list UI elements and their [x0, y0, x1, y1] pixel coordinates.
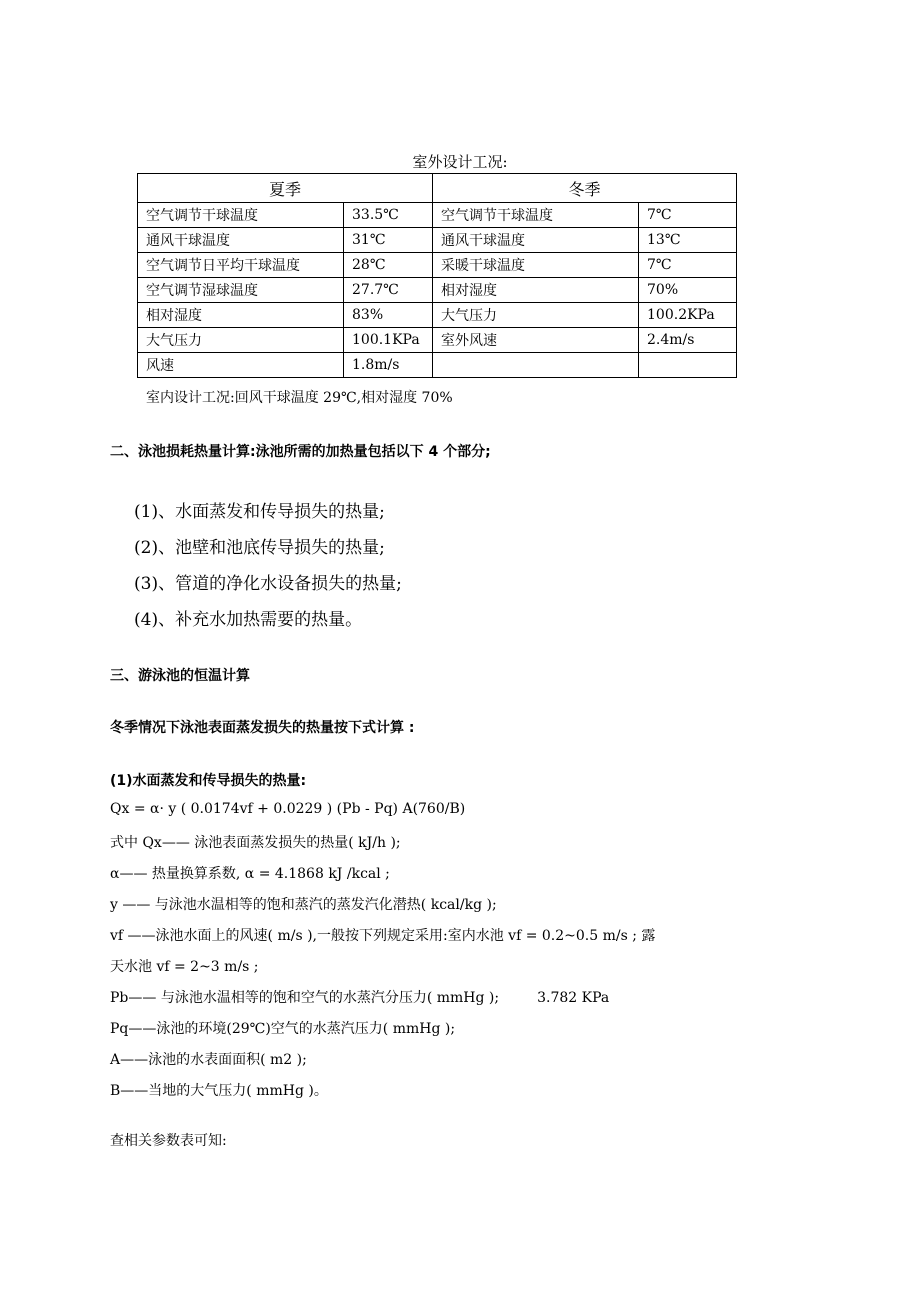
table-header-row [138, 174, 737, 203]
table-caption: 室外设计工况: [412, 153, 508, 171]
definition-a: A——泳池的水表面面积( m2 ); [110, 1052, 307, 1068]
summer-label: 风速 [138, 353, 344, 378]
winter-label: 室外风速 [433, 328, 639, 353]
table-row [138, 353, 737, 378]
table-row [138, 203, 737, 228]
definition-pb-text: Pb—— 与泳池水温相等的饱和空气的水蒸汽分压力( mmHg ); [110, 990, 500, 1006]
lookup-note: 查相关参数表可知: [110, 1133, 227, 1149]
summer-value: 83% [344, 303, 433, 328]
table-row [138, 303, 737, 328]
formula: Qx = α· y ( 0.0174vf + 0.0229 ) (Pb - Pq) A(760/B) [110, 801, 466, 817]
section-2-heading: 二、泳池损耗热量计算:泳池所需的加热量包括以下 4 个部分; [110, 444, 491, 460]
winter-label: 空气调节干球温度 [433, 203, 639, 228]
summer-label: 空气调节湿球温度 [138, 278, 344, 303]
indoor-conditions-note: 室内设计工况:回风干球温度 29℃,相对湿度 70% [146, 390, 453, 406]
summer-value: 31℃ [344, 228, 433, 253]
heat-loss-item: (4)、补充水加热需要的热量。 [134, 610, 363, 630]
heat-loss-item: (1)、水面蒸发和传导损失的热量; [134, 502, 385, 522]
winter-value: 2.4m/s [639, 328, 737, 353]
definition-gamma: y —— 与泳池水温相等的饱和蒸汽的蒸发汽化潜热( kcal/kg ); [110, 897, 497, 913]
definition-vf: vf ——泳池水面上的风速( m/s ),一般按下列规定采用:室内水池 vf = 0.2~0.5 m/s ; 露 [110, 928, 656, 944]
summer-label: 空气调节干球温度 [138, 203, 344, 228]
winter-value: 100.2KPa [639, 303, 737, 328]
summer-label: 通风干球温度 [138, 228, 344, 253]
summer-label: 大气压力 [138, 328, 344, 353]
winter-heading: 冬季情况下泳池表面蒸发损失的热量按下式计算 : [110, 720, 415, 736]
outdoor-conditions-table [137, 173, 737, 378]
winter-value: 7℃ [639, 203, 737, 228]
table-row [138, 328, 737, 353]
definition-alpha: α—— 热量换算系数, α = 4.1868 kJ /kcal ; [110, 866, 390, 882]
definition-pq: Pq——泳池的环境(29℃)空气的水蒸汽压力( mmHg ); [110, 1021, 456, 1037]
winter-label [433, 353, 639, 378]
pb-value: 3.782 KPa [537, 990, 610, 1006]
winter-value: 7℃ [639, 253, 737, 278]
summer-label: 相对湿度 [138, 303, 344, 328]
heat-loss-item: (2)、池壁和池底传导损失的热量; [134, 538, 385, 558]
summer-value: 33.5℃ [344, 203, 433, 228]
sub-heading: (1)水面蒸发和传导损失的热量: [110, 773, 307, 789]
winter-label: 相对湿度 [433, 278, 639, 303]
winter-label: 通风干球温度 [433, 228, 639, 253]
summer-label: 空气调节日平均干球温度 [138, 253, 344, 278]
summer-value: 1.8m/s [344, 353, 433, 378]
summer-value: 28℃ [344, 253, 433, 278]
summer-value: 100.1KPa [344, 328, 433, 353]
winter-header: 冬季 [433, 174, 737, 203]
winter-label: 采暖干球温度 [433, 253, 639, 278]
summer-header: 夏季 [138, 174, 433, 203]
table-row [138, 253, 737, 278]
definition-qx: 式中 Qx—— 泳池表面蒸发损失的热量( kJ/h ); [110, 835, 401, 851]
definition-b: B——当地的大气压力( mmHg )。 [110, 1083, 328, 1099]
winter-value: 13℃ [639, 228, 737, 253]
winter-value [639, 353, 737, 378]
definition-vf-cont: 天水池 vf = 2~3 m/s ; [110, 959, 259, 975]
table-row [138, 228, 737, 253]
heat-loss-item: (3)、管道的净化水设备损失的热量; [134, 574, 402, 594]
table-row [138, 278, 737, 303]
winter-label: 大气压力 [433, 303, 639, 328]
winter-value: 70% [639, 278, 737, 303]
summer-value: 27.7℃ [344, 278, 433, 303]
section-3-heading: 三、游泳池的恒温计算 [110, 668, 250, 684]
definition-pb [110, 987, 609, 1007]
